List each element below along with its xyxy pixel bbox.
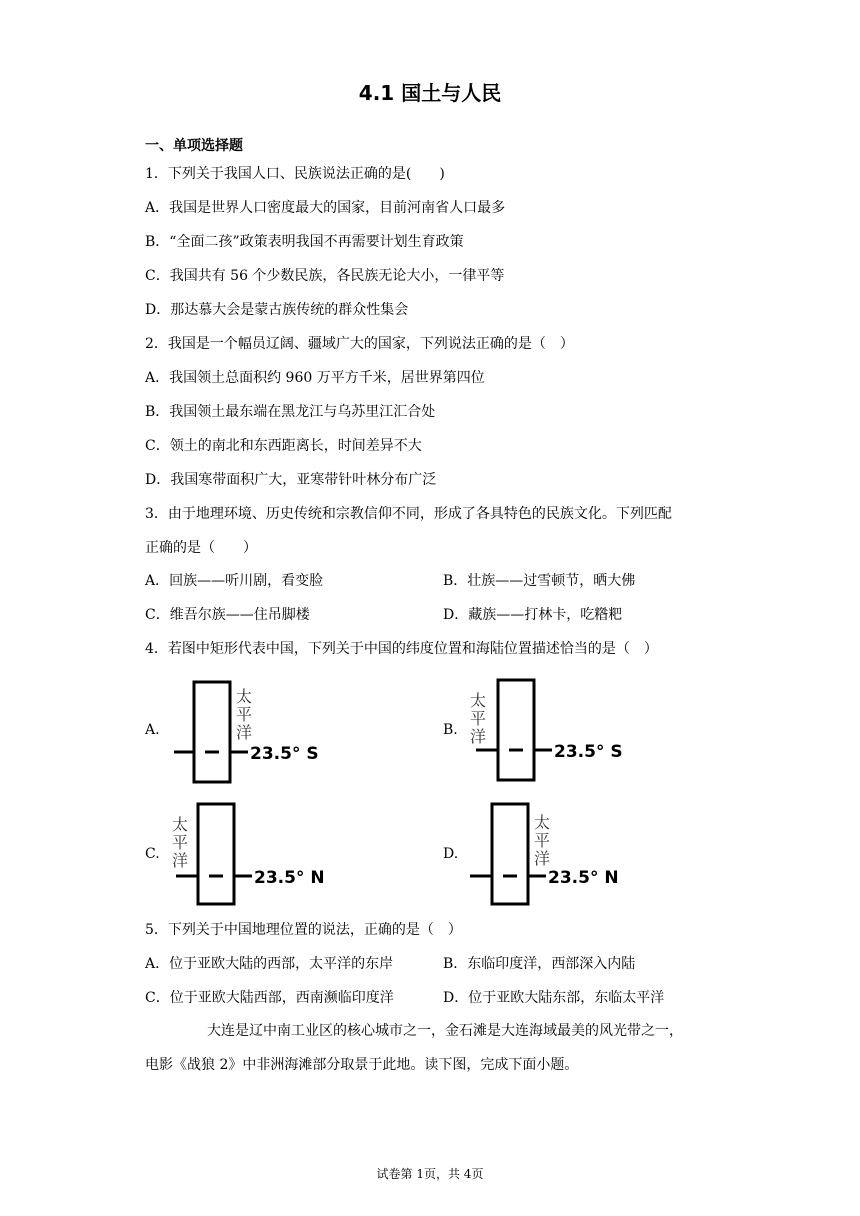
ocean-char-1: 太: [172, 815, 189, 834]
latitude-label: 23.5° S: [250, 744, 319, 764]
q3-option-c: C．维吾尔族——住吊脚楼: [145, 607, 310, 623]
passage-line1: 大连是辽中南工业区的核心城市之一，金石滩是大连海域最美的风光带之一，: [207, 1023, 683, 1039]
q2-option-b: B．我国领土最东端在黑龙江与乌苏里江汇合处: [145, 404, 436, 420]
ocean-char-3: 洋: [172, 851, 189, 870]
q4-option-c-label: C.: [145, 846, 160, 862]
china-rectangle: [194, 682, 230, 782]
section-heading: 一、单项选择题: [145, 138, 243, 154]
q4-option-a-diagram: [170, 678, 330, 788]
q1-option-b: B．“全面二孩”政策表明我国不再需要计划生育政策: [145, 234, 464, 250]
ocean-char-2: 平: [236, 705, 253, 724]
page-title: 4.1 国土与人民: [358, 81, 502, 105]
q1-stem: 1．下列关于我国人口、民族说法正确的是( ): [145, 166, 445, 182]
q4-option-d-diagram: [466, 800, 636, 910]
q2-stem: 2．我国是一个幅员辽阔、疆域广大的国家，下列说法正确的是（ ）: [145, 336, 574, 352]
q2-option-c: C．领土的南北和东西距离长，时间差异不大: [145, 438, 422, 454]
latitude-label: 23.5° N: [254, 868, 325, 888]
q5-option-c: C．位于亚欧大陆西部，西南濒临印度洋: [145, 990, 394, 1006]
q1-option-d: D．那达慕大会是蒙古族传统的群众性集会: [145, 302, 409, 318]
page-footer: 试卷第 1页，共 4页: [376, 1167, 484, 1181]
ocean-char-1: 太: [534, 813, 551, 832]
q4-option-c-diagram: [168, 800, 338, 910]
ocean-char-3: 洋: [534, 849, 551, 868]
q3-stem-line2: 正确的是（ ）: [145, 540, 257, 556]
ocean-char-1: 太: [236, 687, 253, 706]
ocean-char-3: 洋: [236, 723, 253, 742]
q3-option-d: D．藏族——打林卡，吃糌粑: [443, 607, 623, 623]
china-rectangle: [492, 804, 528, 904]
china-rectangle: [198, 804, 234, 904]
ocean-char-3: 洋: [470, 727, 487, 746]
passage-line2: 电影《战狼 2》中非洲海滩部分取景于此地。读下图，完成下面小题。: [145, 1057, 579, 1073]
q5-option-a: A．位于亚欧大陆的西部，太平洋的东岸: [145, 956, 394, 972]
q5-option-b: B．东临印度洋，西部深入内陆: [443, 956, 636, 972]
q4-stem: 4．若图中矩形代表中国，下列关于中国的纬度位置和海陆位置描述恰当的是（ ）: [145, 641, 658, 657]
q5-stem: 5．下列关于中国地理位置的说法，正确的是（ ）: [145, 922, 462, 938]
q3-option-a: A．回族——听川剧，看变脸: [145, 573, 324, 589]
q4-option-b-diagram: [466, 676, 636, 786]
q2-option-d: D．我国寒带面积广大，亚寒带针叶林分布广泛: [145, 472, 437, 488]
latitude-label: 23.5° S: [554, 742, 623, 762]
q4-option-b-label: B.: [443, 722, 458, 738]
ocean-char-2: 平: [534, 831, 551, 850]
ocean-char-2: 平: [172, 833, 189, 852]
q5-option-d: D．位于亚欧大陆东部，东临太平洋: [443, 990, 665, 1006]
q4-option-a-label: A.: [145, 722, 160, 738]
china-rectangle: [498, 680, 534, 780]
q4-option-d-label: D.: [443, 846, 459, 862]
ocean-char-1: 太: [470, 691, 487, 710]
q1-option-c: C．我国共有 56 个少数民族，各民族无论大小，一律平等: [145, 268, 505, 284]
q3-stem-line1: 3．由于地理环境、历史传统和宗教信仰不同，形成了各具特色的民族文化。下列匹配: [145, 506, 672, 522]
q1-option-a: A．我国是世界人口密度最大的国家，目前河南省人口最多: [145, 200, 506, 216]
q3-option-b: B．壮族——过雪顿节，晒大佛: [443, 573, 636, 589]
latitude-label: 23.5° N: [548, 868, 619, 888]
ocean-char-2: 平: [470, 709, 487, 728]
q2-option-a: A．我国领土总面积约 960 万平方千米，居世界第四位: [145, 370, 485, 386]
